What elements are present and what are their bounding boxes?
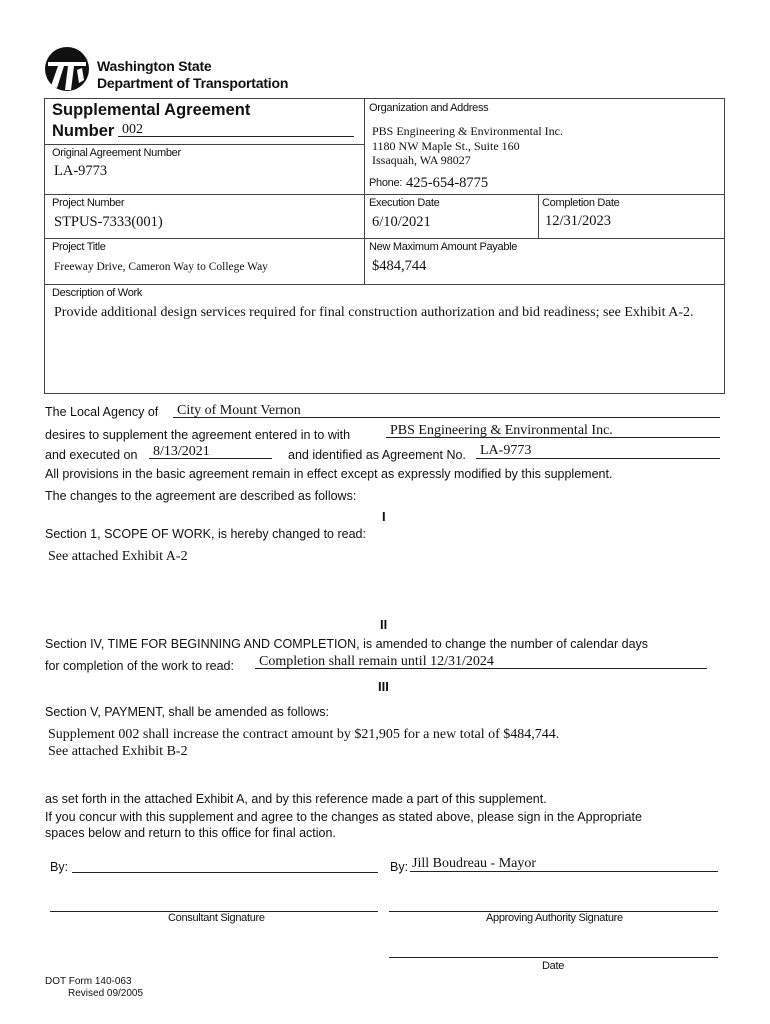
- roman-numeral-3: III: [378, 679, 389, 694]
- section4-value[interactable]: Completion shall remain until 12/31/2024: [259, 654, 494, 669]
- supplement-prefix: desires to supplement the agreement entered in to with: [45, 428, 351, 442]
- date-label: Date: [542, 960, 565, 972]
- concur-line2: spaces below and return to this office for final action.: [45, 826, 336, 840]
- wsdot-logo-icon: [44, 46, 90, 92]
- phone-value[interactable]: 425-654-8775: [406, 175, 489, 191]
- form-number: DOT Form 140-063: [45, 976, 132, 987]
- local-agency-prefix: The Local Agency of: [45, 405, 159, 419]
- description-label: Description of Work: [52, 287, 143, 299]
- supplement-value[interactable]: PBS Engineering & Environmental Inc.: [390, 423, 613, 438]
- project-title-label: Project Title: [52, 241, 106, 253]
- form-revised: Revised 09/2005: [68, 988, 144, 999]
- execution-date-value[interactable]: 6/10/2021: [372, 214, 431, 230]
- completion-date-label: Completion Date: [542, 197, 620, 209]
- section4-prefix: for completion of the work to read:: [45, 659, 234, 673]
- section4-text: Section IV, TIME FOR BEGINNING AND COMPLETION, is amended to change the number of calendar days: [45, 637, 649, 651]
- executed-value[interactable]: 8/13/2021: [153, 444, 210, 459]
- org-street[interactable]: 1180 NW Maple St., Suite 160: [372, 139, 520, 153]
- identified-prefix: and identified as Agreement No.: [288, 448, 466, 462]
- wsdot-logo: [44, 46, 90, 92]
- changes-line: The changes to the agreement are described as follows:: [45, 489, 357, 503]
- supplement-number[interactable]: 002: [122, 122, 143, 137]
- roman-numeral-2: II: [380, 617, 388, 632]
- by-label-left: By:: [50, 860, 69, 874]
- identified-value[interactable]: LA-9773: [480, 443, 532, 458]
- phone-label: Phone:: [369, 177, 403, 189]
- form-title: Supplemental Agreement: [52, 101, 251, 119]
- consultant-signature-label: Consultant Signature: [168, 912, 265, 924]
- completion-date-value[interactable]: 12/31/2023: [545, 213, 612, 229]
- org-address-label: Organization and Address: [369, 102, 489, 114]
- org-city[interactable]: Issaquah, WA 98027: [372, 153, 471, 167]
- org-name-line1: Washington State: [97, 58, 212, 74]
- section1-text: Section 1, SCOPE OF WORK, is hereby changed to read:: [45, 527, 366, 541]
- section5-value-line2[interactable]: See attached Exhibit B-2: [48, 744, 188, 759]
- provisions-line: All provisions in the basic agreement remain in effect except as expressly modified by this supplement.: [45, 467, 613, 481]
- executed-prefix: and executed on: [45, 448, 138, 462]
- max-amount-value[interactable]: $484,744: [372, 258, 427, 274]
- setforth-line: as set forth in the attached Exhibit A, and by this reference made a part of this supplement.: [45, 792, 547, 806]
- date-line[interactable]: [389, 957, 718, 958]
- concur-line1: If you concur with this supplement and agree to the changes as stated above, please sign in the Appropriate: [45, 810, 642, 824]
- execution-date-label: Execution Date: [369, 197, 440, 209]
- description-value[interactable]: Provide additional design services required for final construction authorization and bid readiness; see Exhibit A-2.: [54, 305, 694, 320]
- org-name-line2: Department of Transportation: [97, 75, 289, 91]
- form-title-number-label: Number: [52, 122, 115, 140]
- original-agreement-value[interactable]: LA-9773: [54, 163, 108, 179]
- original-agreement-label: Original Agreement Number: [52, 147, 181, 159]
- org-name[interactable]: PBS Engineering & Environmental Inc.: [372, 124, 563, 138]
- section1-value[interactable]: See attached Exhibit A-2: [48, 549, 188, 564]
- roman-numeral-1: I: [382, 509, 386, 524]
- project-title-value[interactable]: Freeway Drive, Cameron Way to College Way: [54, 261, 268, 273]
- section5-value-line1[interactable]: Supplement 002 shall increase the contract amount by $21,905 for a new total of $484,744.: [48, 727, 560, 742]
- authority-signature-label: Approving Authority Signature: [486, 912, 623, 924]
- approver-name[interactable]: Jill Boudreau - Mayor: [412, 856, 537, 871]
- by-label-right: By:: [390, 860, 409, 874]
- project-number-value[interactable]: STPUS-7333(001): [54, 214, 163, 230]
- max-amount-label: New Maximum Amount Payable: [369, 241, 518, 253]
- consultant-by-line[interactable]: [72, 872, 378, 873]
- local-agency-value[interactable]: City of Mount Vernon: [177, 403, 301, 418]
- section5-text: Section V, PAYMENT, shall be amended as follows:: [45, 705, 329, 719]
- project-number-label: Project Number: [52, 197, 125, 209]
